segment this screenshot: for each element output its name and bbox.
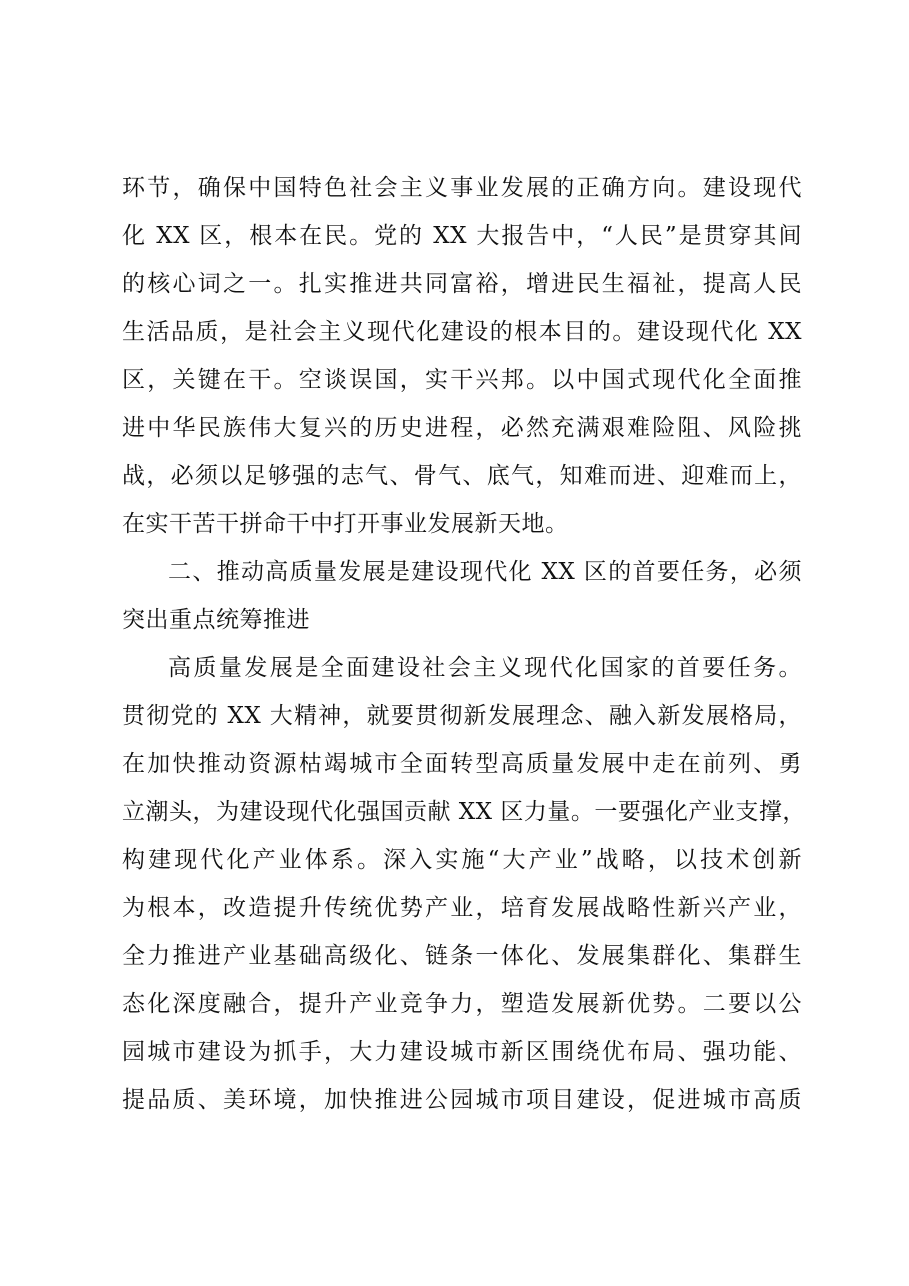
- text-line: 生活品质，是社会主义现代化建设的根本目的。建设现代化 XX: [122, 319, 802, 345]
- text-line: 构建现代化产业体系。深入实施“大产业”战略，以技术创新: [122, 847, 802, 873]
- text-line: 环节，确保中国特色社会主义事业发展的正确方向。建设现代: [122, 175, 802, 201]
- text-line: 态化深度融合，提升产业竞争力，塑造发展新优势。二要以公: [122, 991, 802, 1017]
- text-line: 贯彻党的 XX 大精神，就要贯彻新发展理念、融入新发展格局，: [122, 703, 802, 729]
- text-line: 园城市建设为抓手，大力建设城市新区围绕优布局、强功能、: [122, 1039, 802, 1065]
- text-line: 化 XX 区，根本在民。党的 XX 大报告中，“人民”是贯穿其间: [122, 223, 802, 249]
- document-body: [122, 164, 806, 1124]
- text-line: 在加快推动资源枯竭城市全面转型高质量发展中走在前列、勇: [122, 751, 802, 777]
- text-line: 的核心词之一。扎实推进共同富裕，增进民生福祉，提高人民: [122, 271, 802, 297]
- paragraph-body: [122, 644, 806, 1124]
- heading-line: 二、推动高质量发展是建设现代化 XX 区的首要任务，必须: [168, 559, 802, 585]
- text-line: 立潮头，为建设现代化强国贡献 XX 区力量。一要强化产业支撑，: [122, 799, 806, 825]
- text-line: 在实干苦干拼命干中打开事业发展新天地。: [122, 511, 569, 537]
- text-line: 高质量发展是全面建设社会主义现代化国家的首要任务。: [168, 655, 802, 681]
- text-line: 为根本，改造提升传统优势产业，培育发展战略性新兴产业，: [122, 895, 802, 921]
- text-line: 区，关键在干。空谈误国，实干兴邦。以中国式现代化全面推: [122, 367, 802, 393]
- text-line: 战，必须以足够强的志气、骨气、底气，知难而进、迎难而上，: [122, 463, 802, 489]
- text-line: 进中华民族伟大复兴的历史进程，必然充满艰难险阻、风险挑: [122, 415, 802, 441]
- text-line: 全力推进产业基础高级化、链条一体化、发展集群化、集群生: [122, 943, 802, 969]
- heading-line: 突出重点统筹推进: [122, 607, 310, 633]
- paragraph-continuation: [122, 164, 802, 548]
- section-heading: [122, 548, 802, 644]
- text-line: 提品质、美环境，加快推进公园城市项目建设，促进城市高质: [122, 1087, 802, 1113]
